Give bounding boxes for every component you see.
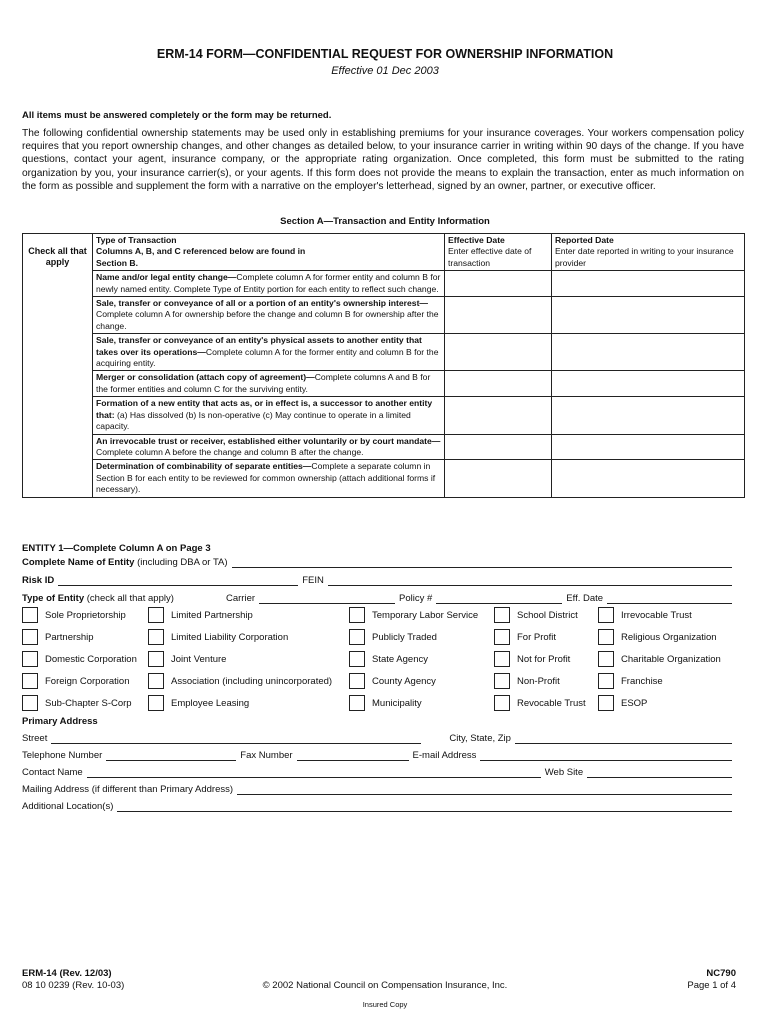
entity-type-row bbox=[22, 673, 744, 691]
entity-type-option[interactable]: Partnership bbox=[22, 629, 94, 645]
type-head: Type of Transaction bbox=[96, 235, 177, 245]
entity-type-option[interactable]: Not for Profit bbox=[494, 651, 570, 667]
entity-type-option[interactable]: Revocable Trust bbox=[494, 695, 586, 711]
transaction-type bbox=[93, 334, 445, 371]
city-label: City, State, Zip bbox=[449, 733, 511, 744]
section-a-heading: Section A—Transaction and Entity Information bbox=[280, 216, 490, 227]
carrier-row bbox=[22, 593, 736, 604]
phone-row bbox=[22, 750, 736, 761]
entity-type-option[interactable]: Temporary Labor Service bbox=[349, 607, 478, 623]
entity-type-option[interactable]: School District bbox=[494, 607, 578, 623]
eff-head: Effective Date bbox=[448, 235, 505, 245]
table-row bbox=[23, 434, 745, 460]
form-number: 08 10 0239 (Rev. 10-03) bbox=[22, 980, 125, 991]
phone-label: Telephone Number bbox=[22, 750, 103, 761]
transaction-type-text: Complete columns A and B for the former entities and column C for the surviving entity. bbox=[96, 372, 431, 394]
fax-label: Fax Number bbox=[240, 750, 293, 761]
entity-type-option[interactable]: Domestic Corporation bbox=[22, 651, 137, 667]
mailing-label: Mailing Address (if different than Primary Address) bbox=[22, 784, 234, 795]
carrier-field[interactable] bbox=[259, 593, 395, 604]
risk-fein-row bbox=[22, 575, 736, 586]
checkbox[interactable] bbox=[598, 695, 614, 711]
copyright: © 2002 National Council on Compensation Insurance, Inc. bbox=[262, 980, 508, 991]
checkbox[interactable] bbox=[148, 629, 164, 645]
checkbox[interactable] bbox=[22, 673, 38, 689]
carrier-label: Carrier bbox=[226, 593, 256, 604]
phone-field[interactable] bbox=[106, 750, 236, 761]
checkbox[interactable] bbox=[349, 629, 365, 645]
checkbox[interactable] bbox=[598, 651, 614, 667]
entity-name-row bbox=[22, 557, 736, 568]
transaction-type-text: Complete column A for ownership before the change and column B for ownership after the change. bbox=[96, 309, 439, 331]
reported-date-cell[interactable] bbox=[552, 334, 745, 371]
checkbox[interactable] bbox=[148, 651, 164, 667]
effective-date-cell[interactable] bbox=[445, 460, 552, 497]
transaction-type-bold: Sale, transfer or conveyance of all or a portion of an entity's ownership interest— bbox=[96, 298, 429, 309]
effective-date-cell[interactable] bbox=[445, 334, 552, 371]
reported-date-cell[interactable] bbox=[552, 460, 745, 497]
transaction-type bbox=[93, 460, 445, 497]
contact-field[interactable] bbox=[87, 767, 541, 778]
transaction-type-text: Complete column A before the change and column B after the change. bbox=[96, 446, 364, 457]
entity-name-label: Complete Name of Entity (including DBA or TA) bbox=[22, 557, 228, 568]
policy-label: Policy # bbox=[399, 593, 433, 604]
transaction-type-bold: Merger or consolidation (attach copy of agreement)— bbox=[96, 372, 315, 383]
mailing-row bbox=[22, 784, 736, 795]
checkbox[interactable] bbox=[22, 651, 38, 667]
effective-date-cell[interactable] bbox=[445, 397, 552, 434]
entity-type-row bbox=[22, 651, 744, 669]
entity-type-row bbox=[22, 695, 744, 713]
entity-type-option[interactable]: Limited Partnership bbox=[148, 607, 253, 623]
risk-id-field[interactable] bbox=[58, 575, 298, 586]
checkbox[interactable] bbox=[598, 629, 614, 645]
checkbox[interactable] bbox=[494, 629, 510, 645]
type-sub2: Section B. bbox=[96, 257, 139, 268]
entity-type-option[interactable]: Sub-Chapter S-Corp bbox=[22, 695, 132, 711]
transaction-table bbox=[22, 233, 745, 498]
street-row bbox=[22, 733, 736, 744]
effective-date-cell[interactable] bbox=[445, 297, 552, 334]
checkbox[interactable] bbox=[22, 695, 38, 711]
table-row bbox=[23, 397, 745, 434]
fein-label: FEIN bbox=[302, 575, 324, 586]
policy-field[interactable] bbox=[436, 593, 562, 604]
transaction-type bbox=[93, 371, 445, 397]
street-field[interactable] bbox=[51, 733, 421, 744]
email-field[interactable] bbox=[480, 750, 732, 761]
email-label: E-mail Address bbox=[412, 750, 477, 761]
reported-date-cell[interactable] bbox=[552, 297, 745, 334]
entity-type-option[interactable]: County Agency bbox=[349, 673, 436, 689]
transaction-type-bold: Formation of a new entity that acts as, or in effect is, a successor to another entity that: bbox=[96, 398, 433, 420]
entity-type-option[interactable]: Franchise bbox=[598, 673, 663, 689]
eff-sub: Enter effective date of transaction bbox=[448, 246, 532, 268]
street-label: Street bbox=[22, 733, 48, 744]
checkbox[interactable] bbox=[349, 607, 365, 623]
entity-type-option[interactable]: Non-Profit bbox=[494, 673, 560, 689]
transaction-type bbox=[93, 271, 445, 297]
table-row bbox=[23, 334, 745, 371]
intro-paragraph: The following confidential ownership statements may be used only in establishing premiums for your insurance coverages. Your workers compensation policy requires that you report ownership changes, and other changes as detailed below, to your insurance carrier in writing within 90 days of the change. If you have questions, contact your agent, insurance company, or the appropriate rating organization. Once completed, this form must be submitted to the rating organization by you, your insurance carrier(s), or your agents. If this form does not provide the means to explain the transaction, enter as much information on the form as possible and supplement the form with a narrative on the employer's letterhead, signed by an owner, partner, or executive officer. bbox=[22, 128, 744, 192]
checkbox[interactable] bbox=[349, 695, 365, 711]
type-of-entity-label: Type of Entity (check all that apply) bbox=[22, 593, 174, 604]
entity-name-field[interactable] bbox=[232, 557, 732, 568]
effective-date-cell[interactable] bbox=[445, 371, 552, 397]
entity-heading: ENTITY 1—Complete Column A on Page 3 bbox=[22, 543, 211, 554]
rep-sub: Enter date reported in writing to your insurance provider bbox=[555, 246, 734, 268]
entity-type-option[interactable]: State Agency bbox=[349, 651, 428, 667]
transaction-type-bold: Sale, transfer or conveyance of an entity's physical assets to another entity that takes over its operations— bbox=[96, 335, 422, 357]
mailing-field[interactable] bbox=[237, 784, 732, 795]
instruction-note: All items must be answered completely or the form may be returned. bbox=[22, 110, 332, 121]
transaction-type bbox=[93, 397, 445, 434]
checkbox[interactable] bbox=[494, 651, 510, 667]
table-row bbox=[23, 297, 745, 334]
effective-date-cell[interactable] bbox=[445, 271, 552, 297]
entity-type-option[interactable]: Employee Leasing bbox=[148, 695, 249, 711]
state-code: NC790 bbox=[706, 968, 736, 979]
transaction-type bbox=[93, 434, 445, 460]
checkbox[interactable] bbox=[22, 629, 38, 645]
effective-date-cell[interactable] bbox=[445, 434, 552, 460]
effective-date: Effective 01 Dec 2003 bbox=[331, 65, 439, 77]
checkbox[interactable] bbox=[598, 607, 614, 623]
transaction-type-text: Complete column A for the former entity and column B for the acquiring entity. bbox=[96, 346, 439, 369]
contact-label: Contact Name bbox=[22, 767, 83, 778]
checkbox[interactable] bbox=[148, 607, 164, 623]
entity-type-row bbox=[22, 629, 744, 647]
transaction-type-bold: Name and/or legal entity change— bbox=[96, 272, 237, 283]
reported-date-cell[interactable] bbox=[552, 371, 745, 397]
transaction-type-bold: Determination of combinability of separate entities— bbox=[96, 461, 312, 472]
entity-type-option[interactable]: Limited Liability Corporation bbox=[148, 629, 288, 645]
checkbox[interactable] bbox=[494, 673, 510, 689]
copy-label: Insured Copy bbox=[362, 1000, 408, 1009]
additional-field[interactable] bbox=[117, 801, 732, 812]
reported-date-cell[interactable] bbox=[552, 434, 745, 460]
entity-type-option[interactable]: Foreign Corporation bbox=[22, 673, 130, 689]
additional-label: Additional Location(s) bbox=[22, 801, 114, 812]
entity-type-option[interactable]: Irrevocable Trust bbox=[598, 607, 692, 623]
form-title: ERM-14 FORM—CONFIDENTIAL REQUEST FOR OWNERSHIP INFORMATION bbox=[156, 47, 614, 61]
table-row bbox=[23, 271, 745, 297]
city-field[interactable] bbox=[515, 733, 732, 744]
entity-type-option[interactable]: For Profit bbox=[494, 629, 556, 645]
rep-header bbox=[552, 234, 745, 271]
entity-type-option[interactable]: Municipality bbox=[349, 695, 422, 711]
table-row bbox=[23, 460, 745, 497]
fein-field[interactable] bbox=[328, 575, 732, 586]
checkbox[interactable] bbox=[22, 607, 38, 623]
transaction-type-text: Complete a separate column in Section B for each entity to be reviewed for common ownership (attach additional forms if necessary). bbox=[96, 461, 436, 495]
website-label: Web Site bbox=[544, 767, 584, 778]
transaction-type-bold: An irrevocable trust or receiver, established either voluntarily or by court mandate— bbox=[96, 435, 441, 446]
entity-type-option[interactable]: Joint Venture bbox=[148, 651, 226, 667]
checkbox[interactable] bbox=[148, 695, 164, 711]
rep-head: Reported Date bbox=[555, 235, 614, 245]
fax-field[interactable] bbox=[297, 750, 409, 761]
type-sub1: Columns A, B, and C referenced below are found in bbox=[96, 246, 306, 257]
entity-type-option[interactable]: ESOP bbox=[598, 695, 647, 711]
entity-type-option[interactable]: Association (including unincorporated) bbox=[148, 673, 332, 689]
table-row bbox=[23, 371, 745, 397]
transaction-type-text: Complete column A for former entity and column B for newly named entity. Complete Type of Entity portion for each entity to reflect such change. bbox=[96, 272, 441, 294]
eff-header bbox=[445, 234, 552, 271]
entity-type-row bbox=[22, 607, 744, 625]
entity-type-option[interactable]: Sole Proprietorship bbox=[22, 607, 126, 623]
checkbox[interactable] bbox=[494, 607, 510, 623]
check-all-label: Check all that apply bbox=[23, 234, 93, 498]
eff-date-label: Eff. Date bbox=[566, 593, 604, 604]
checkbox[interactable] bbox=[148, 673, 164, 689]
transaction-type bbox=[93, 297, 445, 334]
primary-address-heading: Primary Address bbox=[22, 716, 98, 727]
type-header bbox=[93, 234, 445, 271]
checkbox[interactable] bbox=[349, 673, 365, 689]
contact-row bbox=[22, 767, 736, 778]
additional-row bbox=[22, 801, 736, 812]
checkbox[interactable] bbox=[349, 651, 365, 667]
eff-date-field[interactable] bbox=[607, 593, 732, 604]
entity-type-option[interactable]: Religious Organization bbox=[598, 629, 717, 645]
entity-type-option[interactable]: Charitable Organization bbox=[598, 651, 721, 667]
reported-date-cell[interactable] bbox=[552, 271, 745, 297]
checkbox[interactable] bbox=[494, 695, 510, 711]
checkbox[interactable] bbox=[598, 673, 614, 689]
reported-date-cell[interactable] bbox=[552, 397, 745, 434]
risk-id-label: Risk ID bbox=[22, 575, 55, 586]
transaction-type-text: (a) Has dissolved (b) Is non-operative (c) May continue to operate in a limited capacity. bbox=[96, 409, 411, 432]
form-id: ERM-14 (Rev. 12/03) bbox=[22, 968, 112, 979]
page-number: Page 1 of 4 bbox=[687, 980, 736, 991]
entity-type-option[interactable]: Publicly Traded bbox=[349, 629, 437, 645]
website-field[interactable] bbox=[587, 767, 732, 778]
